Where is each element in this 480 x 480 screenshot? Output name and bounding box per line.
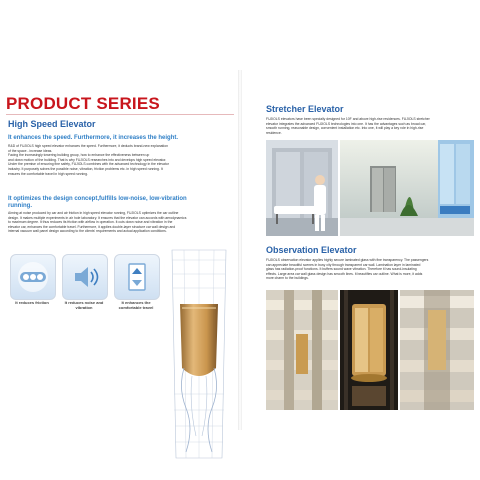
section-title-stretcher: Stretcher Elevator <box>266 104 344 114</box>
atrium-photo <box>266 290 338 410</box>
text-line: effects. Large area car wall glass design has smooth lines. It beautifies car outline. What is more, it adds <box>266 271 423 276</box>
reduce-friction-icon <box>10 254 56 300</box>
right-page <box>240 0 480 480</box>
section-title-high-speed: High Speed Elevator <box>8 119 96 129</box>
text-line: Under the premise of ensuring fine safety, FUJIOLS combines with the advanced technology in the elevator <box>8 162 169 167</box>
subhead-speed: It enhances the speed. Furthermore, it increases the height. <box>8 135 179 141</box>
text-line: internal vacuum wall panel design according to the clients' requirements and actual application conditions. <box>8 229 167 234</box>
text-line: Facing the increasingly towering building group, how to enhance the effectiveness between up <box>8 153 150 158</box>
text-line: more charm to the buildings. <box>266 276 309 281</box>
paragraph-stretcher <box>266 117 476 135</box>
text-line: smooth running, reasonable design, convenient installation etc. Into one, it will play a key role in high-rise <box>266 126 424 131</box>
paragraph-low-noise <box>8 211 234 234</box>
text-line: elevator car, enhances the comfortable travel. Furthermore, it applies double-layer structure car wall design and <box>8 224 176 229</box>
text-line: ensures the comfortable travel in high speed running. <box>8 171 88 176</box>
text-line: Aiming at noise produced by car and air friction in high speed elevator running, FUJIOLS optimizes the car outline <box>8 211 179 215</box>
text-line: and down motion of the building. That is why FUJIOLS researches into and develops high speed elevator. <box>8 157 167 162</box>
text-line: design. It makes multiple experiments in air hole laboratory. It ensures that the elevator can accords with aerodynamics <box>8 215 187 220</box>
text-line: FUJIOLS elevators have been specially designed for 10F and above high-rise residences. FUJIOLS stretcher <box>266 117 430 121</box>
glass-atrium-photo <box>400 290 474 410</box>
text-line: R&D of FUJIOLS high speed elevator enhances the speed. Furthermore, it deducts brand-new explanation <box>8 144 169 148</box>
feature-label-friction: It reduces friction <box>15 300 49 305</box>
paragraph-observation <box>266 258 476 281</box>
text-line: residence. <box>266 130 282 135</box>
text-line: glass has radiation-proof functions. It buffers sound wave vibration. Therefore it has sound-insulating <box>266 267 417 272</box>
text-line: industry. It purposely solves the possible noise, vibration, friction problems etc. in high speed running. It <box>8 166 163 171</box>
title-divider <box>6 114 234 115</box>
elevator-shaft-illustration <box>164 244 234 464</box>
observation-elevator-photo <box>340 290 398 410</box>
text-line: of the space - increase ideas. <box>8 148 53 153</box>
text-line: can appreciate beautiful scenes in busy city through transparent car wall. Lamination layer in laminated <box>266 262 421 267</box>
hospital-lobby-photo <box>340 140 474 236</box>
comfort-travel-icon <box>114 254 160 300</box>
reduce-noise-icon <box>62 254 108 300</box>
text-line: to maximum degree. It thus reduces its friction with airflow in operation. It cuts down noise and vibration in the <box>8 220 173 225</box>
text-line: elevator integrates the advanced FUJIOLS technologies into one. It has the advantages such as broad car, <box>266 121 427 126</box>
page-title: PRODUCT SERIES <box>6 94 160 113</box>
feature-label-comfort: It enhances the comfortable travel <box>118 300 154 310</box>
feature-label-noise: It reduces noise and vibration <box>64 300 104 310</box>
paragraph-speed <box>8 144 234 176</box>
section-title-observation: Observation Elevator <box>266 245 357 255</box>
stretcher-elevator-photo <box>266 140 338 236</box>
subhead-low-noise: It optimizes the design concept,fulfills low-noise, low-vibration running. <box>8 196 187 209</box>
text-line: FUJIOLS observation elevator applies highly secure laminated glass with fine transparency. The passengers <box>266 258 429 262</box>
